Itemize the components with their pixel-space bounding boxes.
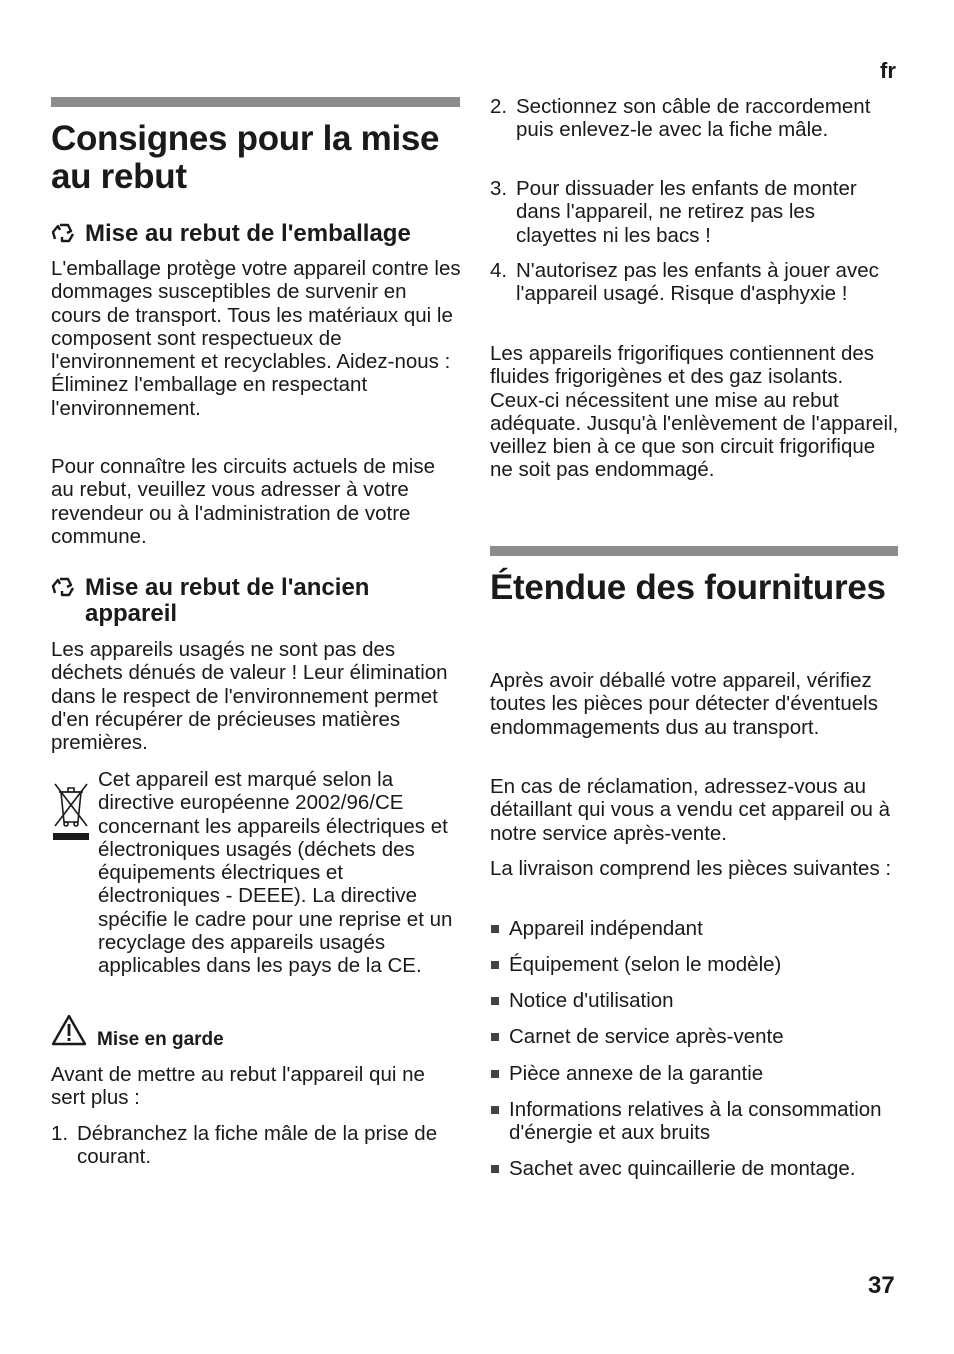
paragraph-supplies-1: Après avoir déballé votre appareil, vérifiez toutes les pièces pour détecter d'éventuels endommagements dus au transport. — [490, 669, 878, 739]
bullet-square-icon — [490, 1062, 509, 1085]
list-item — [490, 1025, 900, 1048]
heading-packaging-disposal — [51, 221, 471, 253]
list-item — [490, 1062, 900, 1085]
language-tag: fr — [880, 58, 896, 83]
item-text: Carnet de service après-vente — [509, 1025, 784, 1048]
paragraph-weee-directive: Cet appareil est marqué selon la directive européenne 2002/96/CE concernant les appareils électriques et électroniques usagés (déchets des équipements électriques et électroniques - DEEE). La directive spécifie le cadre pour une reprise et un recyclage des appareils usagés applicables dans les pays de la CE. — [98, 768, 453, 978]
list-item — [490, 989, 900, 1012]
bullet-square-icon — [490, 989, 509, 1012]
list-item — [490, 953, 900, 976]
step-text: Débranchez la fiche mâle de la prise de courant. — [77, 1122, 438, 1169]
warning-heading — [51, 1014, 224, 1051]
item-text: Pièce annexe de la garantie — [509, 1062, 764, 1085]
step-number: 3. — [490, 177, 508, 200]
step-number: 2. — [490, 95, 508, 118]
bullet-square-icon — [490, 917, 509, 940]
list-item — [490, 1098, 900, 1145]
warning-triangle-icon — [51, 1014, 87, 1051]
recycle-icon — [51, 221, 77, 253]
step-text: Pour dissuader les enfants de monter dans l'appareil, ne retirez pas les clayettes ni les bacs ! — [516, 177, 857, 247]
heading-text: Mise au rebut de l'ancien appareil — [85, 574, 370, 627]
bullet-square-icon — [490, 1025, 509, 1048]
section-divider-bar — [490, 546, 898, 556]
warning-title: Mise en garde — [97, 1029, 224, 1050]
list-item — [490, 917, 900, 940]
page-number: 37 — [868, 1272, 895, 1299]
list-item — [51, 1122, 461, 1169]
paragraph-supplies-3: La livraison comprend les pièces suivantes : — [490, 857, 892, 880]
list-item — [490, 95, 900, 142]
bullet-square-icon — [490, 953, 509, 976]
paragraph-refrigerant: Les appareils frigorifiques contiennent des fluides frigorigènes et des gaz isolants. Ceux-ci nécessitent une mise au rebut adéquate. Jusqu'à l'enlèvement de l'appareil, veillez bien à ce que son circuit frigorifique ne soit pas endommagé. — [490, 342, 899, 482]
recycle-icon — [51, 575, 77, 627]
item-text: Informations relatives à la consommation d'énergie et aux bruits — [509, 1098, 882, 1145]
paragraph-old-appliance: Les appareils usagés ne sont pas des déchets dénués de valeur ! Leur élimination dans le respect de l'environnement permet d'en récupérer de précieuses matières premières. — [51, 638, 448, 755]
heading-old-appliance-disposal — [51, 575, 451, 627]
section-divider-bar — [51, 97, 460, 107]
section-title-disposal: Consignes pour la mise au rebut — [51, 119, 440, 196]
item-text: Équipement (selon le modèle) — [509, 953, 782, 976]
paragraph-packaging-2: Pour connaître les circuits actuels de mise au rebut, veuillez vous adresser à votre revendeur ou à l'administration de votre commune. — [51, 455, 435, 548]
paragraph-supplies-2: En cas de réclamation, adressez-vous au détaillant qui vous a vendu cet appareil ou à notre service après-vente. — [490, 775, 891, 845]
step-text: Sectionnez son câble de raccordement puis enlevez-le avec la fiche mâle. — [516, 95, 871, 142]
step-number: 1. — [51, 1122, 69, 1145]
item-text: Notice d'utilisation — [509, 989, 674, 1012]
list-item — [490, 1157, 900, 1180]
paragraph-packaging-1: L'emballage protège votre appareil contre les dommages susceptibles de survenir en cours de transport. Tous les matériaux qui le composent sont respectueux de l'environnement et recyclables. Aidez-nous : Éliminez l'emballage en respectant l'environnement. — [51, 257, 461, 420]
paragraph-warning-intro: Avant de mettre au rebut l'appareil qui ne sert plus : — [51, 1063, 425, 1110]
item-text: Appareil indépendant — [509, 917, 703, 940]
weee-bin-icon — [52, 778, 90, 842]
bullet-square-icon — [490, 1157, 509, 1180]
heading-text: Mise au rebut de l'emballage — [85, 220, 411, 247]
list-item — [490, 177, 900, 247]
item-text: Sachet avec quincaillerie de montage. — [509, 1157, 856, 1180]
step-number: 4. — [490, 259, 508, 282]
step-text: N'autorisez pas les enfants à jouer avec l'appareil usagé. Risque d'asphyxie ! — [516, 259, 879, 306]
list-item — [490, 259, 900, 306]
section-title-supplies: Étendue des fournitures — [490, 568, 886, 607]
bullet-square-icon — [490, 1098, 509, 1145]
